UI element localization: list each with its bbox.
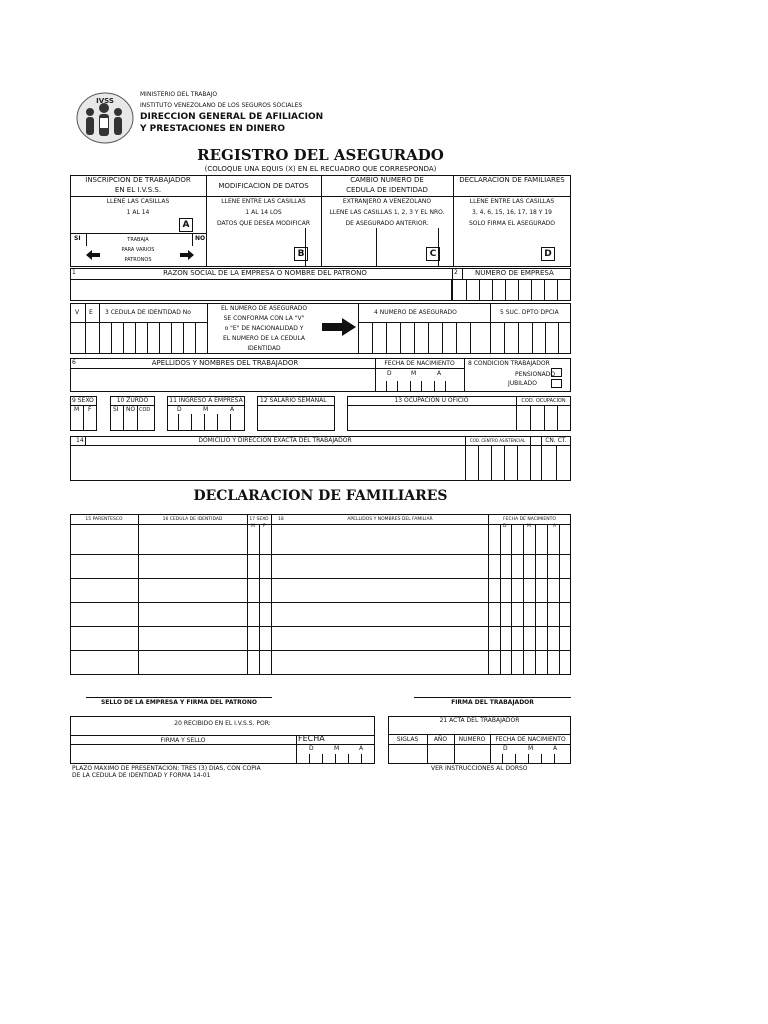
sexo-f[interactable]: F [88,406,92,413]
cedula-field[interactable] [99,322,207,354]
arrow-right-icon [322,318,356,336]
salario-label: 12 SALARIO SEMANAL [260,397,327,404]
numero-asegurado-field[interactable] [358,322,490,354]
direction-line1: DIRECCION GENERAL DE AFILIACION [140,112,324,122]
numero-asegurado-label: 4 NUMERO DE ASEGURADO [374,309,457,316]
firma-trabajador-line[interactable] [414,697,571,698]
si-label[interactable]: SI [74,235,81,242]
v-option[interactable]: V [75,309,80,316]
ocupacion-field[interactable] [347,405,516,431]
zurdo-no[interactable]: NO [126,406,136,413]
fecha-recibido-field[interactable] [296,744,375,764]
siglas-field[interactable] [388,744,427,764]
familiares-title: DECLARACION DE FAMILIARES [193,488,448,504]
arrow-left-icon [86,250,100,260]
section-b-box[interactable]: B [294,247,308,261]
acta-label: 21 ACTA DEL TRABAJADOR [439,717,520,724]
firma-patrono-line[interactable] [86,697,272,698]
plazo-line2: DE LA CEDULA DE IDENTIDAD Y FORMA 14-01 [72,772,211,779]
familiar-row-3[interactable] [70,578,571,602]
condicion-label: 8 CONDICION TRABAJADOR [468,360,550,367]
e-option[interactable]: E [89,309,93,316]
fecha-nacimiento-field[interactable] [375,378,464,392]
familiar-row-6[interactable] [70,650,571,675]
sucursal-field[interactable] [490,322,571,354]
numero-empresa-label: NUMERO DE EMPRESA [475,269,554,277]
fecha-nacimiento-acta-field[interactable] [490,744,571,764]
jubilado-checkbox[interactable] [551,379,562,388]
sello-label: SELLO DE LA EMPRESA Y FIRMA DEL PATRONO [100,699,258,706]
domicilio-label: DOMICILIO Y DIRECCION EXACTA DEL TRABAJADOR [198,437,352,444]
cedula-label: 3 CEDULA DE IDENTIDAD No [105,309,191,316]
domicilio-field[interactable] [70,445,465,481]
familiar-row-2[interactable] [70,554,571,578]
anio-field[interactable] [427,744,454,764]
ministry-name: MINISTERIO DEL TRABAJO [140,91,218,98]
firma-trabajador-label: FIRMA DEL TRABAJADOR [451,699,534,706]
apellidos-label: APELLIDOS Y NOMBRES DEL TRABAJADOR [151,359,299,367]
razon-social-label: RAZON SOCIAL DE LA EMPRESA O NOMBRE DEL PATRONO [163,269,367,277]
sexo-m[interactable]: M [74,406,80,413]
plazo-line1: PLAZO MAXIMO DE PRESENTACION: TRES (3) DIAS, CON COPIA [72,765,261,772]
sucursal-label: 5 SUC. DPTO DPCIA [500,309,559,316]
direction-line2: Y PRESTACIONES EN DINERO [140,124,286,134]
ingreso-field[interactable] [167,414,245,431]
numero-field[interactable] [454,744,490,764]
fecha-nacimiento-label: FECHA DE NACIMIENTO [384,360,455,367]
ver-instrucciones: VER INSTRUCCIONES AL DORSO [431,765,528,772]
numero-empresa-field[interactable] [452,279,571,301]
form-instruction: (COLOQUE UNA EQUIS (X) EN EL RECUADRO QUE CORRESPONDA) [204,165,437,173]
familiar-row-4[interactable] [70,602,571,626]
logo-text: IVSS [96,97,114,105]
section-a-box[interactable]: A [179,218,193,232]
no-label[interactable]: NO [195,235,206,242]
ocupacion-label: 13 OCUPACION U OFICIO [394,397,469,404]
razon-social-field[interactable] [70,279,452,301]
familiar-row-1[interactable] [70,530,571,554]
form-title: REGISTRO DEL ASEGURADO [197,146,444,164]
arrow-right-icon [180,250,194,260]
section-d-box[interactable]: D [541,247,555,261]
pensionado-checkbox[interactable] [551,368,562,377]
zurdo-si[interactable]: SI [113,406,119,413]
familiar-row-5[interactable] [70,626,571,650]
ivss-logo [76,92,134,144]
firma-sello-field[interactable] [70,744,296,764]
recibido-label: 20 RECIBIDO EN EL I.V.S.S. POR: [174,720,271,727]
institute-name: INSTITUTO VENEZOLANO DE LOS SEGUROS SOCIALES [140,102,303,109]
section-c-box[interactable]: C [426,247,440,261]
apellidos-field[interactable] [70,368,375,392]
